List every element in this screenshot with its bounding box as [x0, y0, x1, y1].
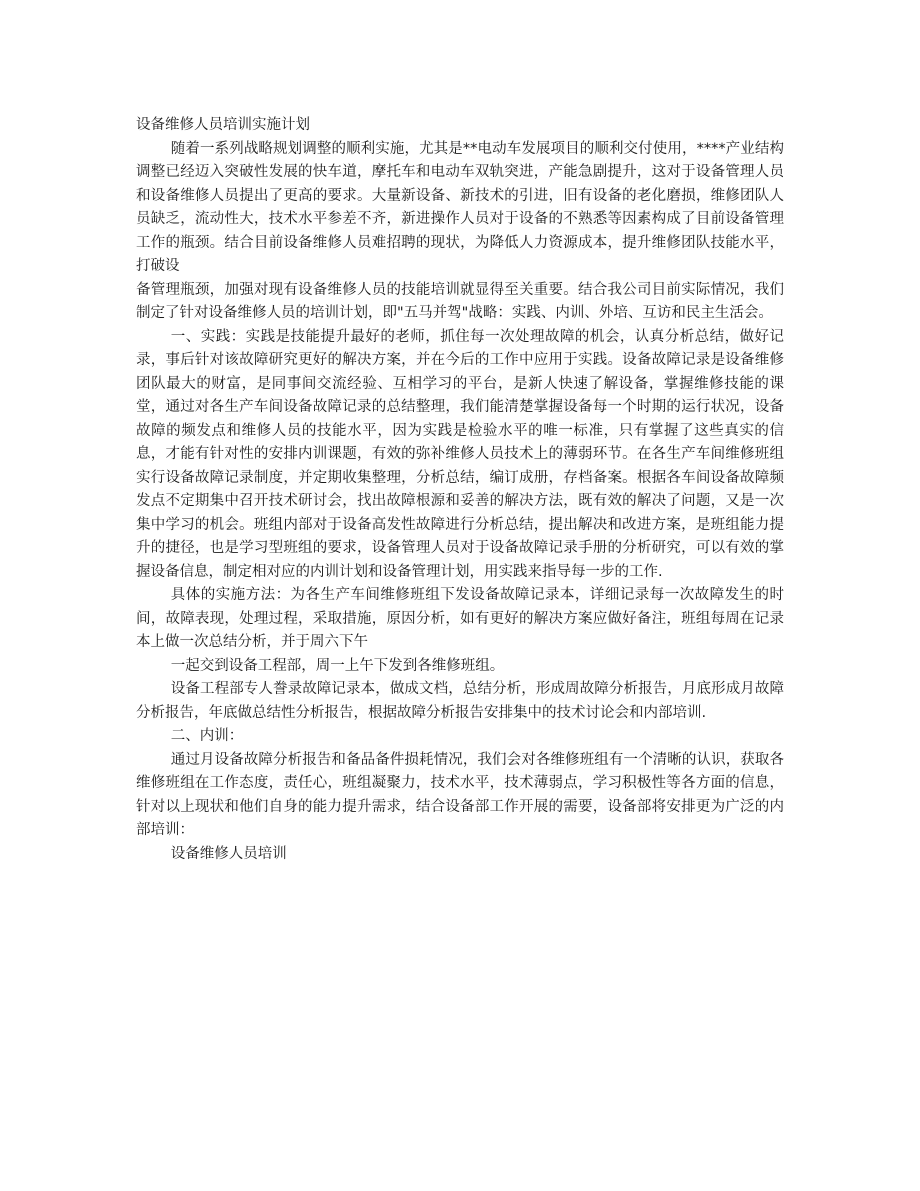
document-body: [136, 114, 784, 866]
paragraph-engineering-dept: 设备工程部专人誊录故障记录本，做成文档，总结分析，形成周故障分析报告，月底形成月故障分析报告，年底做总结性分析报告，根据故障分析报告安排集中的技术讨论会和内部培训.: [136, 681, 784, 721]
document-title: 设备维修人员培训实施计划: [136, 117, 310, 133]
paragraph-internal-training: 通过月设备故障分析报告和备品备件损耗情况，我们会对各维修班组有一个清晰的认识，获取各维修班组在工作态度，责任心，班组凝聚力，技术水平，技术薄弱点，学习积极性等各方面的信息，针对以上现状和他们自身的能力提升需求，结合设备部工作开展的需要，设备部将安排更为广泛的内部培训：: [136, 751, 784, 838]
paragraph-intro: 随着一系列战略规划调整的顺利实施，尤其是**电动车发展项目的顺利交付使用，****产业结构调整已经迈入突破性发展的快车道，摩托车和电动车双轨突进，产能急剧提升，这对于设备管理人员和设备维修人员提出了更高的要求。大量新设备、新技术的引进，旧有设备的老化磨损，维修团队人员缺乏，流动性大，技术水平参差不齐，新进操作人员对于设备的不熟悉等因素构成了目前设备管理工作的瓶颈。结合目前设备维修人员难招聘的现状，为降低人力资源成本，提升维修团队技能水平，打破设: [136, 140, 784, 274]
paragraph-method-continued: 一起交到设备工程部，周一上午下发到各维修班组。: [170, 657, 505, 674]
paragraph-method: 具体的实施方法：为各生产车间维修班组下发设备故障记录本，详细记录每一次故障发生的时间，故障表现，处理过程，采取措施，原因分析，如有更好的解决方案应做好备注，班组每周在记录本上做一次总结分析，并于周六下午: [136, 587, 784, 650]
subheading-maintenance-training: 设备维修人员培训: [170, 845, 287, 862]
paragraph-intro-continued: 备管理瓶颈，加强对现有设备维修人员的技能培训就显得至关重要。结合我公司目前实际情况，我们制定了针对设备维修人员的培训计划，即"五马并驾"战略：实践、内训、外培、互访和民主生活会。: [136, 281, 784, 321]
paragraph-practice: 一、实践：实践是技能提升最好的老师，抓住每一次处理故障的机会，认真分析总结，做好记录，事后针对该故障研究更好的解决方案，并在今后的工作中应用于实践。设备故障记录是设备维修团队最大的财富，是同事间交流经验、互相学习的平台，是新人快速了解设备，掌握维修技能的课堂，通过对各生产车间设备故障记录的总结整理，我们能清楚掌握设备每一个时期的运行状况，设备故障的频发点和维修人员的技能水平，因为实践是检验水平的唯一标准，只有掌握了这些真实的信息，才能有针对性的安排内训课题，有效的弥补维修人员技术上的薄弱环节。在各生产车间维修班组实行设备故障记录制度，并定期收集整理，分析总结，编订成册，存档备案。根据各车间设备故障频发点不定期集中召开技术研讨会，找出故障根源和妥善的解决方法，既有效的解决了问题，又是一次集中学习的机会。班组内部对于设备高发性故障进行分析总结，提出解决和改进方案，是班组能力提升的捷径，也是学习型班组的要求，设备管理人员对于设备故障记录手册的分析研究，可以有效的掌握设备信息，制定相对应的内训计划和设备管理计划，用实践来指导每一步的工作.: [136, 328, 784, 580]
section-heading-internal-training: 二、内训：: [170, 728, 244, 744]
